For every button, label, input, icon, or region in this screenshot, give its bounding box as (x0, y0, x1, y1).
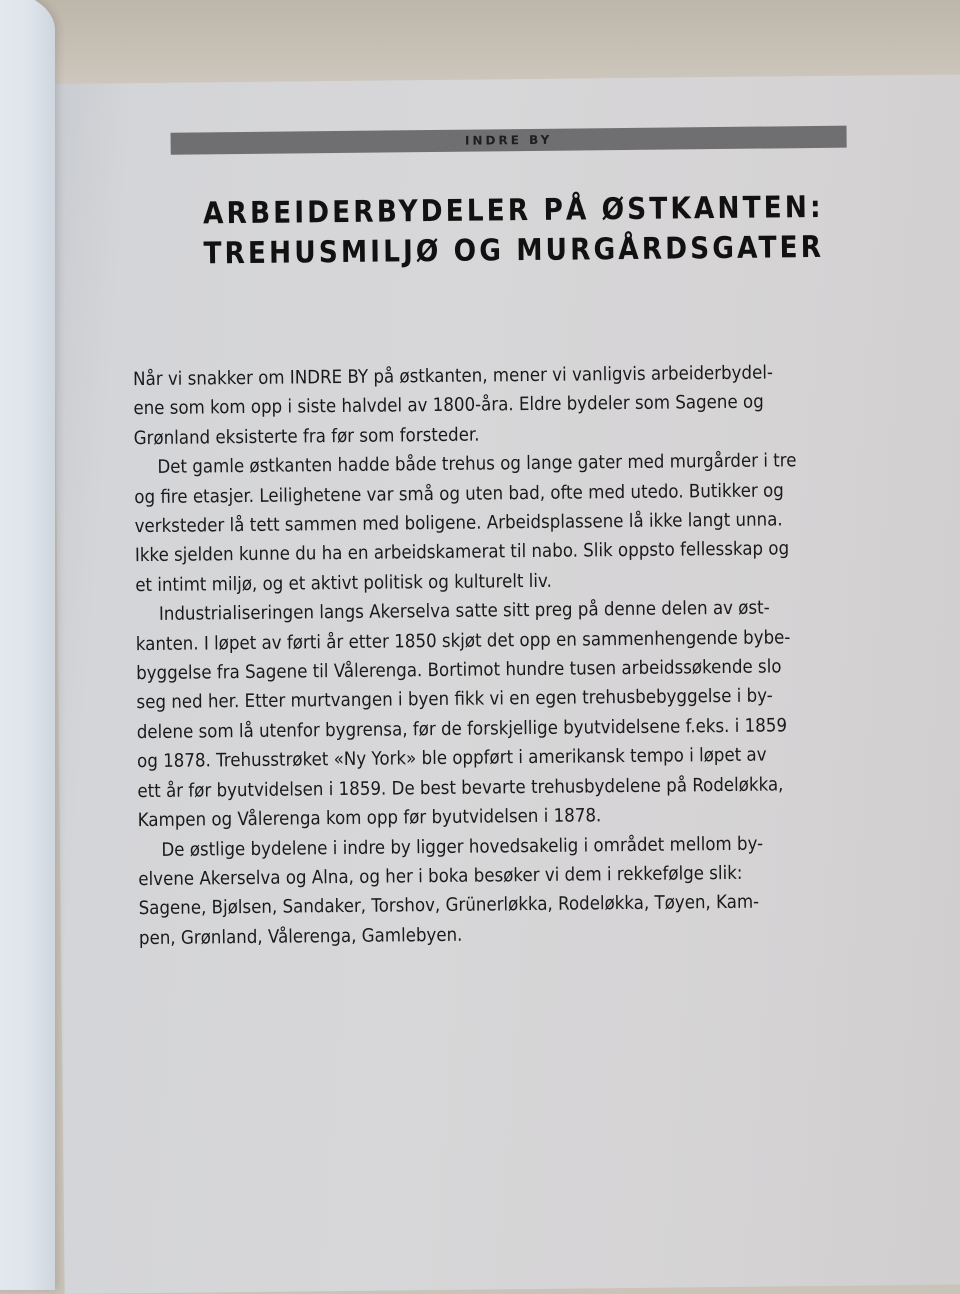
text-line: Industrialiseringen langs Akerselva satte sitt preg på denne delen av øst- (158, 597, 770, 626)
paragraph-3 (135, 593, 839, 836)
text-line: verksteder lå tett sammen med boligene. Arbeidsplassene lå ikke langt unna. (134, 509, 783, 538)
text-line: Ikke sjelden kunne du ha en arbeidskamerat til nabo. Slik oppsto fellesskap og (134, 538, 790, 567)
chapter-title (196, 188, 830, 275)
text-line: Det gamle østkanten hadde både trehus og lange gater med murgårder i tre (157, 450, 797, 479)
text-line: De østlige bydelene i indre by ligger hovedsakelig i området mellom by- (161, 833, 764, 861)
paragraph-1 (133, 358, 836, 454)
text-line: og 1878. Trehusstrøket «Ny York» ble oppført i amerikansk tempo i løpet av (136, 744, 767, 773)
text-line: et intimt miljø, og et aktivt politisk og kulturelt liv. (135, 570, 552, 596)
text-line: Grønland eksisterte fra før som forsteder. (133, 424, 480, 449)
section-header-bar (171, 126, 847, 155)
text-line: delene som lå utenfor bygrensa, før de forskjellige byutvidelsene f.eks. i 1859 (136, 715, 788, 744)
left-page-edge (0, 0, 55, 1290)
text-line: byggelse fra Sagene til Vålerenga. Bortimot hundre tusen arbeidssøkende slo (136, 656, 782, 685)
section-header-label: INDRE BY (464, 132, 553, 148)
text-line: Kampen og Vålerenga kom opp før byutvidelsen i 1878. (137, 805, 602, 832)
text-line: og fire etasjer. Leilighetene var små og uten bad, ofte med utedo. Butikker og (134, 479, 784, 508)
text-line: elvene Akerselva og Alna, og her i boka besøker vi dem i rekkefølge slik: (138, 862, 743, 891)
text-line: ene som kom opp i siste halvdel av 1800-åra. Eldre bydeler som Sagene og (133, 391, 764, 420)
text-line: Sagene, Bjølsen, Sandaker, Torshov, Grünerløkka, Rodeløkka, Tøyen, Kam- (138, 891, 760, 920)
text-line: Når vi snakker om INDRE BY på østkanten, mener vi vanligvis arbeiderbydel- (132, 362, 774, 391)
body-text (133, 358, 841, 953)
text-line: seg ned her. Etter murtvangen i byen fikk vi en egen trehusbebyggelse i by- (136, 685, 773, 714)
chapter-title-line-1: ARBEIDERBYDELER PÅ ØSTKANTEN: (202, 189, 824, 232)
text-line: kanten. I løpet av førti år etter 1850 skjøt det opp en sammenhengende bybe- (135, 626, 791, 655)
text-line: pen, Grønland, Vålerenga, Gamlebyen. (138, 924, 463, 949)
paragraph-2 (134, 446, 838, 600)
paragraph-4 (138, 828, 841, 953)
book-page (52, 74, 960, 1294)
text-line: ett år før byutvidelsen i 1859. De best bevarte trehusbydelene på Rodeløkka, (137, 774, 784, 802)
chapter-title-line-2: TREHUSMILJØ OG MURGÅRDSGATER (203, 229, 825, 272)
